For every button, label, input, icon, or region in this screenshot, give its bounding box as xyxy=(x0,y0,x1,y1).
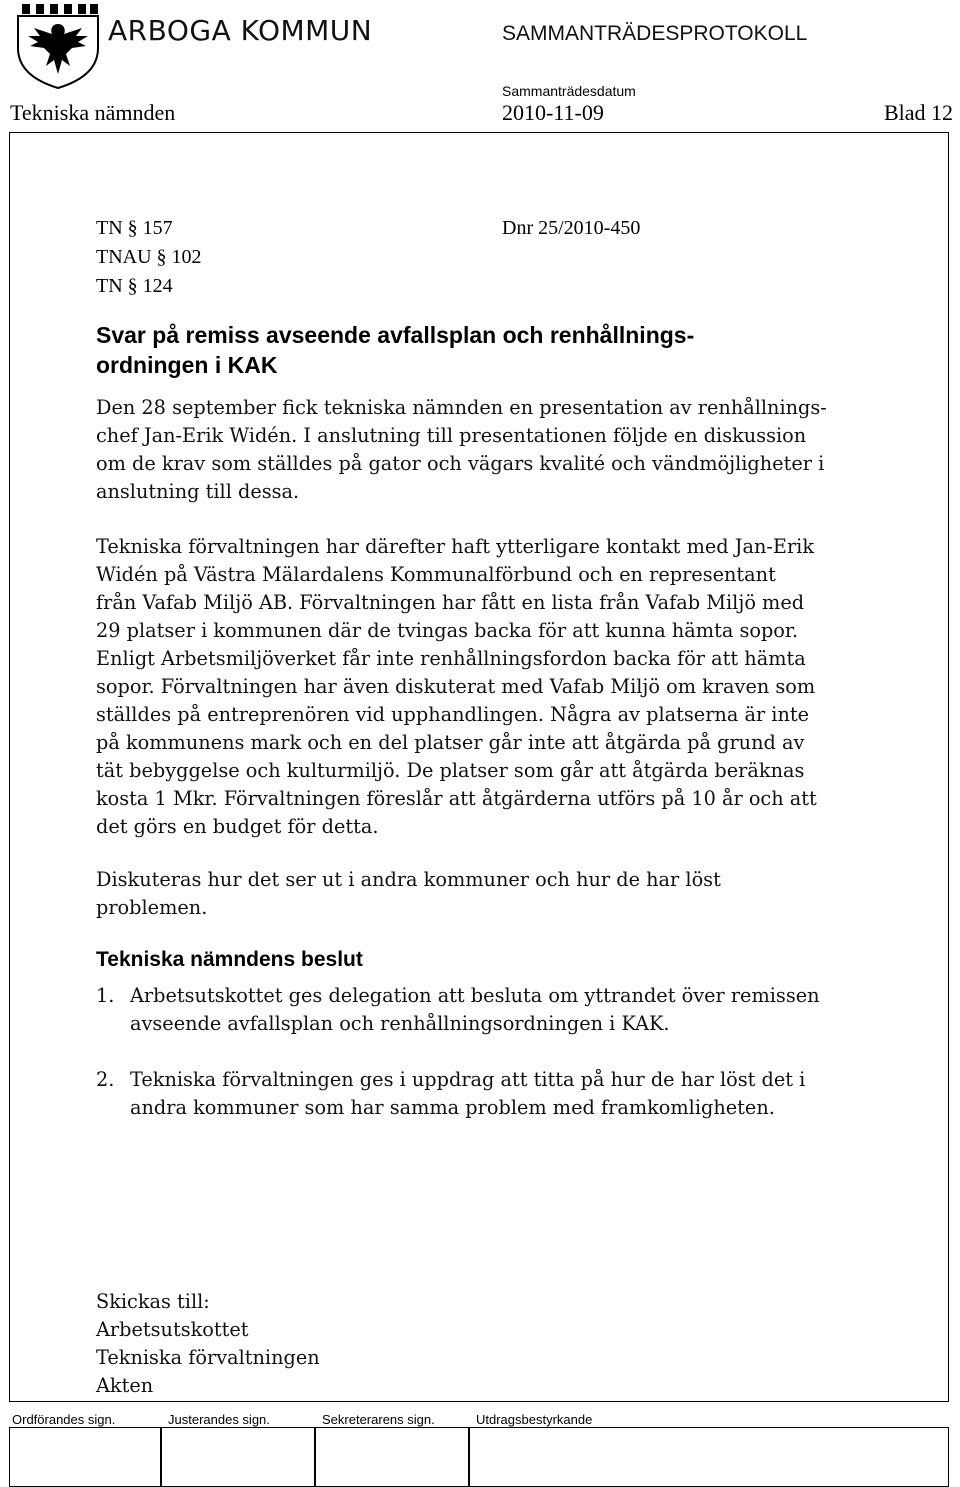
date-label: Sammanträdesdatum xyxy=(502,83,636,99)
decision-item-1 xyxy=(96,982,886,1038)
text-line: ställdes på entreprenören vid upphandlingen. Några av platserna är inte xyxy=(96,703,810,726)
organization-name: ARBOGA KOMMUN xyxy=(108,14,373,47)
text-line: kosta 1 Mkr. Förvaltningen föreslår att åtgärderna utförs på 10 år och att xyxy=(96,787,817,810)
text-line: chef Jan-Erik Widén. I anslutning till presentationen följde en diskussion xyxy=(96,424,807,447)
reference-tn: TN § 157 xyxy=(96,217,173,239)
decision-item-2 xyxy=(96,1066,886,1122)
paragraph-presentation xyxy=(96,394,886,506)
distribution-label: Skickas till: xyxy=(96,1290,210,1313)
text-line: Tekniska förvaltningen ges i uppdrag att titta på hur de har löst det i xyxy=(130,1068,806,1091)
recipient: Arbetsutskottet xyxy=(96,1318,249,1341)
page-number: Blad 12 xyxy=(884,100,954,125)
text-line: Arbetsutskottet ges delegation att besluta om yttrandet över remissen xyxy=(130,984,820,1007)
secretary-signature-box xyxy=(315,1427,469,1487)
secretary-signature-label: Sekreterarens sign. xyxy=(322,1412,435,1427)
chair-signature-box xyxy=(9,1427,161,1487)
adjuster-signature-box xyxy=(161,1427,315,1487)
document-type: SAMMANTRÄDESPROTOKOLL xyxy=(502,22,808,45)
text-line: Den 28 september fick tekniska nämnden en presentation av renhållnings- xyxy=(96,396,827,419)
reference-tn-earlier: TN § 124 xyxy=(96,275,173,297)
text-line: avseende avfallsplan och renhållningsordningen i KAK. xyxy=(130,1012,670,1035)
reference-tnau: TNAU § 102 xyxy=(96,246,202,268)
title-line: ordningen i KAK xyxy=(96,352,278,378)
page-title xyxy=(96,320,916,380)
extract-certified-label: Utdragsbestyrkande xyxy=(476,1412,593,1427)
text-line: 29 platser i kommunen där de tvingas backa för att kunna hämta sopor. xyxy=(96,619,799,642)
distribution-list xyxy=(96,1288,886,1400)
text-line: det görs en budget för detta. xyxy=(96,815,379,838)
extract-certified-box xyxy=(469,1427,949,1487)
recipient: Akten xyxy=(96,1374,154,1397)
text-line: tät bebyggelse och kulturmiljö. De platser som går att åtgärda beräknas xyxy=(96,759,805,782)
text-line: om de krav som ställdes på gator och vägars kvalité och vändmöjligheter i xyxy=(96,452,825,475)
decision-heading: Tekniska nämndens beslut xyxy=(96,948,363,971)
adjuster-signature-label: Justerandes sign. xyxy=(168,1412,270,1427)
text-line: Diskuteras hur det ser ut i andra kommuner och hur de har löst xyxy=(96,868,721,891)
coat-of-arms-logo xyxy=(14,2,102,90)
diary-number: Dnr 25/2010-450 xyxy=(502,217,641,239)
list-number: 2. xyxy=(96,1068,115,1091)
paragraph-discussion xyxy=(96,866,886,922)
title-line: Svar på remiss avseende avfallsplan och renhållnings- xyxy=(96,322,695,348)
paragraph-contacts xyxy=(96,533,886,841)
board-name: Tekniska nämnden xyxy=(10,100,176,125)
meeting-date: 2010-11-09 xyxy=(502,100,604,125)
list-number: 1. xyxy=(96,984,115,1007)
text-line: från Vafab Miljö AB. Förvaltningen har fått en lista från Vafab Miljö med xyxy=(96,591,805,614)
text-line: anslutning till dessa. xyxy=(96,480,300,503)
text-line: Enligt Arbetsmiljöverket får inte renhållningsfordon backa för att hämta xyxy=(96,647,806,670)
chair-signature-label: Ordförandes sign. xyxy=(12,1412,116,1427)
text-line: andra kommuner som har samma problem med framkomligheten. xyxy=(130,1096,775,1119)
recipient: Tekniska förvaltningen xyxy=(96,1346,320,1369)
text-line: Widén på Västra Mälardalens Kommunalförbund och en representant xyxy=(96,563,776,586)
text-line: Tekniska förvaltningen har därefter haft ytterligare kontakt med Jan-Erik xyxy=(96,535,815,558)
text-line: sopor. Förvaltningen har även diskuterat med Vafab Miljö om kraven som xyxy=(96,675,816,698)
text-line: på kommunens mark och en del platser går inte att åtgärda på grund av xyxy=(96,731,805,754)
text-line: problemen. xyxy=(96,896,208,919)
